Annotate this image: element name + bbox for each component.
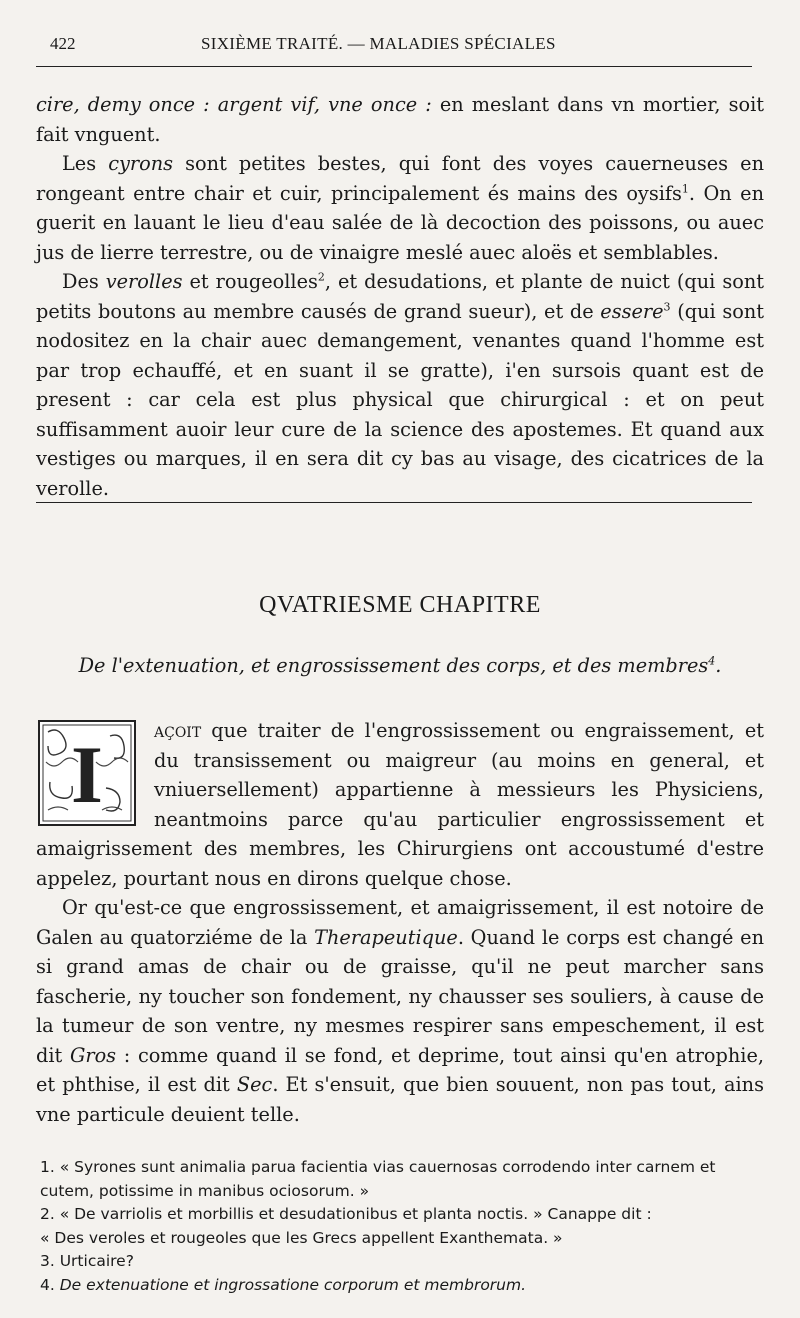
text-run: . Et s'ensuit, que bien souuent, non pas tout, ains vne particule deuient telle. bbox=[36, 1073, 764, 1126]
text-run: que traiter de l'engrossissement ou engraissement, et du transissement ou maigreur (au moins en general, et vniuersellement) appartienne à messieurs les Physiciens, neantmoins parce qu'au particulier engrossissement et amaigrissement des membres, les Chirurgiens ont accoustumé d'estre appelez, pourtant nous en dirons quelque chose. bbox=[36, 719, 764, 890]
footnote-ref[interactable]: 4 bbox=[708, 654, 716, 668]
dropcap-letter: I bbox=[71, 729, 103, 820]
text-run: . Quand le corps est changé en si grand amas de chair ou de graisse, qu'il ne peut marcher sans fascherie, ny toucher son fondement, ny chausser ses souliers, à cause de la tumeur de son ventre, ny mesmes respirer sans empeschement, il est dit bbox=[36, 925, 765, 1067]
paragraph bbox=[36, 149, 764, 267]
footnote: 2. « De varriolis et morbillis et desudationibus et planta noctis. » Canappe dit : bbox=[40, 1205, 652, 1223]
section-divider bbox=[36, 502, 752, 503]
paragraph bbox=[36, 716, 764, 893]
footnote: 3. Urticaire? bbox=[40, 1252, 134, 1270]
paragraph bbox=[36, 267, 764, 503]
paragraph bbox=[36, 90, 764, 149]
section-text bbox=[36, 90, 764, 503]
italic-text: Gros bbox=[69, 1043, 117, 1067]
smallcaps-text: açoit bbox=[154, 719, 202, 742]
footnote bbox=[40, 1274, 770, 1298]
footnote-ref[interactable]: 1 bbox=[681, 182, 689, 196]
footnotes bbox=[40, 1156, 770, 1297]
text-run: , et desudations, et plante de nuict (qui sont petits boutons au membre causés de grand sueur), et de bbox=[36, 270, 764, 323]
page-number: 422 bbox=[50, 34, 76, 53]
subtitle-text: De l'extenuation, et engrossissement des corps, et des membres bbox=[78, 654, 709, 677]
italic-text: cyrons bbox=[108, 152, 174, 175]
text-run: en meslant dans vn mortier, soit fait vnguent. bbox=[36, 93, 764, 146]
italic-text: Therapeutique bbox=[314, 925, 458, 949]
chapter-title: QVATRIESME CHAPITRE bbox=[259, 592, 541, 618]
header-rule bbox=[36, 66, 752, 67]
footnote-ref[interactable]: 3 bbox=[663, 300, 671, 314]
running-title: SIXIÈME TRAITÉ. — MALADIES SPÉCIALES bbox=[201, 34, 556, 53]
dropcap-space bbox=[36, 716, 154, 834]
footnote-number: 4. bbox=[40, 1275, 60, 1294]
text-run: et rougeolles bbox=[182, 270, 318, 293]
italic-text: De extenuatione et ingrossatione corporum et membrorum. bbox=[59, 1275, 527, 1294]
text-run: Les bbox=[62, 152, 109, 175]
footnote: 1. « Syrones sunt animalia parua facientia vias cauernosas corrodendo inter carnem et cutem, potissime in manibus ociosorum. » bbox=[40, 1158, 716, 1200]
footnote-ref[interactable]: 2 bbox=[317, 270, 325, 284]
paragraph bbox=[36, 893, 764, 1129]
text-run: : comme quand il se fond, et deprime, tout ainsi qu'en atrophie, et phthise, il est dit bbox=[36, 1043, 764, 1096]
text-run: Des bbox=[62, 270, 106, 293]
text-run: sont petites bestes, qui font des voyes cauerneuses en rongeant entre chair et cuir, principalement és mains des oysifs bbox=[36, 152, 764, 205]
chapter-subtitle: De l'extenuation, et engrossissement des corps, et des membres$^4$. bbox=[78, 654, 722, 677]
italic-text: Sec bbox=[236, 1073, 273, 1096]
text-run: . On en guerit en lauant le lieu d'eau salée de là decoction des poissons, ou auec jus de lierre terrestre, ou de vinaigre meslé auec aloës et semblables. bbox=[36, 181, 764, 264]
footnote: « Des veroles et rougeoles que les Grecs appellent Exanthemata. » bbox=[40, 1228, 563, 1247]
italic-text: essere bbox=[600, 299, 664, 323]
italic-text: verolles bbox=[105, 270, 183, 293]
chapter-text bbox=[36, 716, 764, 1129]
text-run: (qui sont nodositez en la chair auec demangement, venantes quand l'homme est par trop echauffé, et en suant il se gratte), i'en sursois quant est de present : car cela est plus physical que chirurgical : et on peut suffisamment auoir leur cure de la science des apostemes. Et quand aux vestiges ou marques, il en sera dit cy bas au visage, des cicatrices de la verolle. bbox=[36, 299, 764, 500]
text-run: Or qu'est-ce que engrossissement, et amaigrissement, il est notoire de Galen au quatorziéme de la bbox=[36, 896, 764, 949]
italic-text: cire, demy once : argent vif, vne once : bbox=[36, 93, 432, 116]
